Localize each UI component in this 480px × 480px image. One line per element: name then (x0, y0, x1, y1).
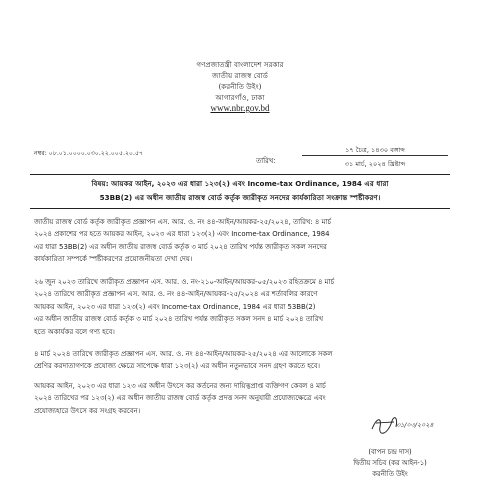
paragraph-line: প্রযোজ্যহারে উৎসে কর সংগ্রহ করবেন। (34, 406, 141, 415)
signatory-name: (বাপন চন্দ্র দাস) (368, 448, 412, 456)
paragraph-line: ৪ মার্চ ২০২৪ তারিখে জারীকৃত প্রজ্ঞাপন এস. আর. ও. নং ৪৪-আইন/আয়কর-২৫/২০২৪ এর আলোকে সকল (34, 350, 333, 358)
subject-line-1: বিষয়: আয়কর আইন, ২০২৩ এর ধারা ১২৩(২) এবং Income-tax Ordinance, 1984 এর ধারা (91, 179, 389, 188)
website-link[interactable]: www.nbr.gov.bd (210, 103, 270, 113)
signatory-designation: দ্বিতীয় সচিব (কর আইন-১) (353, 459, 427, 467)
date-block (296, 141, 454, 171)
board-name: জাতীয় রাজস্ব বোর্ড (212, 71, 268, 80)
paragraph-line: এর ধারা 53BB(2) এর অধীন জাতীয় রাজস্ব বোর্ড কর্তৃক ৩ মার্চ ২০২৪ তারিখ পর্যন্ত জারীকৃত সকল সনদের (34, 242, 327, 251)
subject-block (30, 174, 450, 209)
paragraph-line: জাতীয় রাজস্ব বোর্ড কর্তৃক জারীকৃত প্রজ্ঞাপন এস. আর. ও. নং ৪৪-আইন/আয়কর-২৫/২০২৪, তারিখ: ৪ মার্চ (34, 218, 332, 226)
date-bangla: ১৭ চৈত্র, ১৪৩০ বঙ্গাব্দ (345, 146, 405, 154)
date-gregorian: ৩১ মার্চ, ২০২৪ খ্রিষ্টাব্দ (344, 160, 406, 168)
paragraph-line: এর অধীন জাতীয় রাজস্ব বোর্ড কর্তৃক ৩ মার্চ ২০২৪ তারিখ পর্যন্ত জারীকৃত সকল সনদ ৪ মার্চ ২০২৪ তারিখ (34, 315, 324, 324)
subject-line-2: 53BB(2) এর অধীন জাতীয় রাজস্ব বোর্ড কর্তৃক জারীকৃত সনদের কার্যকারিতা সংক্রান্ত স্পষ্টীকরণ। (99, 193, 381, 202)
paragraph-line: আয়কর আইন, ২০২৩ এর ধারা ১২৩ এর অধীন উৎসে কর কর্তনের জন্য দায়িত্বপ্রাপ্ত ব্যক্তিগণ কেবল ৪ মার্চ (34, 382, 326, 390)
website-url (0, 103, 480, 113)
paragraph-line: ২০২৪ তারিখে জারীকৃত প্রজ্ঞাপন এস. আর. ও. নং ৪৪-আইন/আয়কর-২৫/২০২৪ এর শর্তাবলির কারণে (34, 290, 318, 299)
government-name: গণপ্রজাতন্ত্রী বাংলাদেশ সরকার (196, 60, 284, 69)
paragraph-line: ২৬ জুন ২০২৩ তারিখে জারীকৃত প্রজ্ঞাপন এস. আর. ও. নং-২১০-আইন/আয়কর-০৫/২০২৩ রহিতক্রমে ৪ মার্চ (34, 278, 335, 286)
signature-date: ৩১/০৩/২০২৪ (396, 421, 434, 429)
paragraph-line: কার্যকারিতা সম্পর্কে স্পষ্টীকরণের প্রয়োজনীয়তা দেখা দেয়। (34, 255, 193, 264)
paragraph-2 (34, 276, 454, 338)
office-address: আগারগাঁও, ঢাকা (215, 93, 265, 102)
signatory-wing: করনীতি উইং (372, 470, 408, 478)
paragraph-line: শ্রেণির করদাতাগণকে প্রযোজ্য ক্ষেত্রে সাপেক্ষে ধারা ১২৩(২) এর অধীন নতুনভাবে সনদ গ্রহণ করতে হবে। (34, 362, 320, 371)
paragraph-line: ২০২৪ প্রকাশের পর হতে আয়কর আইন, ২০২৩ এর ধারা ১২৩(২) এবং Income-tax Ordinance, 1984 (34, 230, 330, 239)
paragraph-1 (34, 216, 454, 266)
paragraph-line: হতে অকার্যকর বলে গণ্য হবে। (34, 327, 115, 336)
paragraph-3 (34, 348, 454, 373)
date-divider (302, 155, 448, 156)
date-label: তারিখ: (256, 157, 276, 165)
paragraph-line: ২০২৪ তারিখের পর ১২৩(২) এর অধীন জাতীয় রাজস্ব বোর্ড কর্তৃক প্রদত্ত সনদ অনুযায়ী প্রযোজ্যক্ষেত্রে এবং (34, 394, 326, 403)
wing-name: (করনীতি উইং) (218, 82, 262, 91)
paragraph-line: আয়কর আইন, ২০২৩ এর ধারা ১২৩(২) এবং Income-tax Ordinance, 1984 এর ধারা 53BB(2) (34, 302, 316, 311)
memo-number: নম্বর: ০৮.০১.০০০০.০৩০.২২.০০৫.২০.৫৭ (34, 150, 143, 157)
